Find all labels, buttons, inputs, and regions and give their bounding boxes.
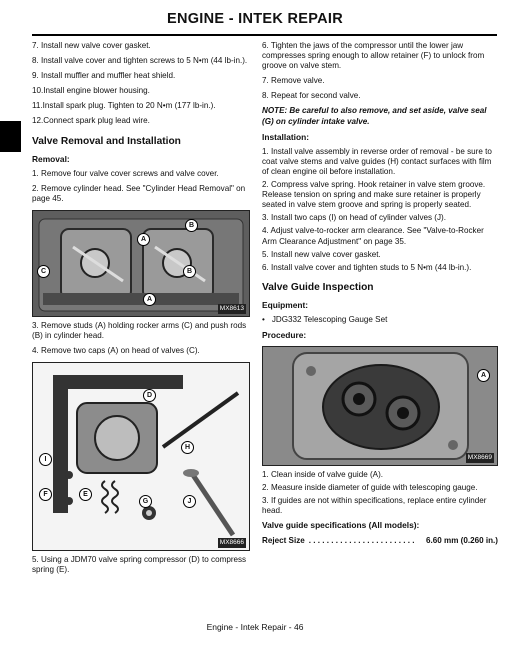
step-text: 3. Install two caps (I) on head of cylinder valves (J). — [262, 213, 446, 223]
figure-id: MX8666 — [218, 538, 246, 548]
callout-label: E — [79, 488, 92, 501]
step-text: 12.Connect spark plug lead wire. — [32, 116, 150, 126]
step-text: 4. Adjust valve-to-rocker arm clearance. See "Valve-to-Rocker Arm Clearance Adjustment" on page 35. — [262, 226, 484, 246]
step-text: 3. Remove studs (A) holding rocker arms (C) and push rods (B) in cylinder head. — [32, 320, 247, 341]
step-text: 6. Install valve cover and tighten studs to 5 N•m (44 lb-in.). — [262, 262, 472, 272]
spec-row — [262, 536, 498, 546]
step-text: 1. Remove four valve cover screws and valve cover. — [32, 168, 219, 178]
equipment-item: JDG332 Telescoping Gauge Set — [271, 314, 388, 324]
spec-leader-dots: . . . . . . . . . . . . . . . . . . . . . . . . — [308, 535, 415, 545]
caution-note: NOTE: Be careful to also remove, and set aside, valve seal (G) on cylinder intake valve. — [262, 106, 487, 126]
step-text: 1. Install valve assembly in reverse order of removal - be sure to coat valve stems and valve guides (H) contact surfaces with film of clean engine oil before installation. — [262, 146, 492, 176]
callout-label: F — [39, 488, 52, 501]
section-tab-marker — [0, 121, 21, 152]
procedure-label: Procedure: — [262, 329, 307, 340]
step-text: 1. Clean inside of valve guide (A). — [262, 470, 384, 480]
step-text: 3. If guides are not within specifications, replace entire cylinder head. — [262, 496, 487, 516]
callout-label: A — [477, 369, 490, 382]
bullet-icon: • — [262, 314, 265, 324]
spec-value: 6.60 mm (0.260 in.) — [426, 535, 498, 545]
spec-label: Reject Size — [262, 535, 305, 545]
page-title: ENGINE - INTEK REPAIR — [166, 11, 344, 27]
installation-label: Installation: — [262, 131, 309, 142]
callout-label: B — [185, 219, 198, 232]
step-text: 8. Repeat for second valve. — [262, 91, 361, 101]
valve-compressor-illustration — [33, 363, 249, 550]
spec-title: Valve guide specifications (All models): — [262, 520, 420, 531]
section-heading-valve-guide: Valve Guide Inspection — [262, 281, 374, 293]
step-text: 8. Install valve cover and tighten screws to 5 N•m (44 lb-in.). — [32, 56, 248, 66]
figure-valve-compressor — [32, 362, 250, 551]
page-footer: Engine - Intek Repair - 46 — [206, 622, 304, 632]
equipment-label: Equipment: — [262, 299, 309, 310]
rocker-arms-photo — [33, 211, 249, 316]
step-text: 11.Install spark plug. Tighten to 20 N•m (177 lb-in.). — [32, 101, 216, 111]
step-text: 6. Tighten the jaws of the compressor until the lower jaw compresses spring enough to allow retainer (F) to unlock from groove on valve stem. — [262, 41, 485, 71]
figure-valve-guide — [262, 346, 498, 466]
step-text: 2. Measure inside diameter of guide with telescoping gauge. — [262, 483, 478, 493]
figure-id: MX8613 — [218, 304, 246, 314]
figure-rocker-arms — [32, 210, 250, 317]
callout-label: A — [143, 293, 156, 306]
header-divider — [32, 34, 497, 36]
step-text: 4. Remove two caps (A) on head of valves (C). — [32, 346, 200, 356]
step-text: 10.Install engine blower housing. — [32, 86, 150, 96]
removal-label: Removal: — [32, 153, 70, 164]
step-text: 2. Remove cylinder head. See "Cylinder Head Removal" on page 45. — [32, 183, 246, 203]
left-column — [32, 41, 250, 580]
callout-label: J — [183, 495, 196, 508]
step-text: 9. Install muffler and muffler heat shield. — [32, 71, 176, 81]
step-text: 2. Compress valve spring. Hook retainer in valve stem groove. Release tension on spring and make sure retainer is properly seated in valve stem groove and spring is properly seated. — [262, 180, 486, 210]
section-heading-valve-removal: Valve Removal and Installation — [32, 135, 181, 147]
callout-label: B — [183, 265, 196, 278]
figure-id: MX8669 — [466, 453, 494, 463]
callout-label: I — [39, 453, 52, 466]
callout-label: G — [139, 495, 152, 508]
callout-label: A — [137, 233, 150, 246]
callout-label: H — [181, 441, 194, 454]
step-text: 7. Remove valve. — [262, 76, 325, 86]
step-text: 5. Using a JDM70 valve spring compressor (D) to compress spring (E). — [32, 555, 247, 575]
callout-label: C — [37, 265, 50, 278]
valve-guide-photo — [263, 347, 497, 465]
list-item — [262, 315, 498, 325]
step-text: 7. Install new valve cover gasket. — [32, 41, 151, 50]
callout-label: D — [143, 389, 156, 402]
step-text: 5. Install new valve cover gasket. — [262, 249, 381, 259]
right-column — [262, 41, 498, 546]
